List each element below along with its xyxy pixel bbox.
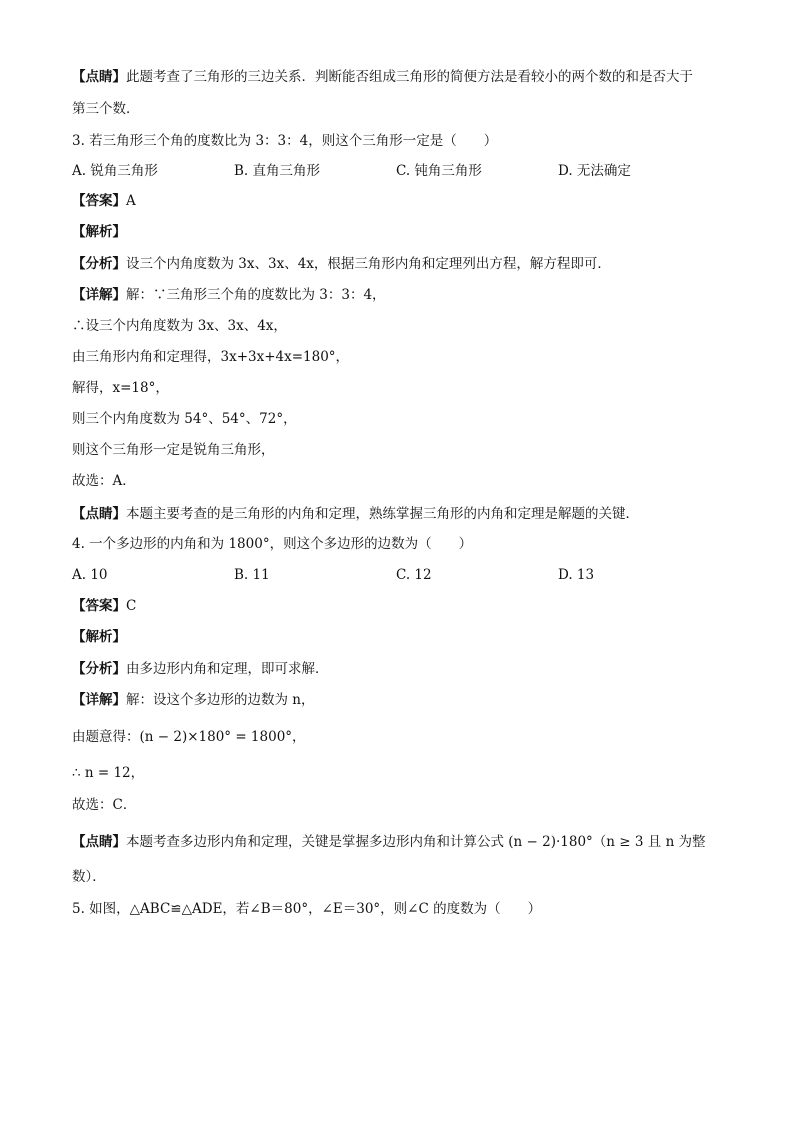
text-line: 【分析】设三个内角度数为 3x、3x、4x，根据三角形内角和定理列出方程，解方程即可． (72, 256, 611, 272)
question-5: 5. 如图，△ABC≌△ADE，若∠B＝80°，∠E＝30°，则∠C 的度数为（ ） (72, 901, 542, 917)
q3-option-b: B. 直角三角形 (234, 163, 321, 179)
question-3: 3. 若三角形三个角的度数比为 3：3：4，则这个三角形一定是（ ） (72, 133, 498, 149)
text-line: 故选：A． (72, 473, 136, 489)
text-line: 【详解】解：∵三角形三个角的度数比为 3：3：4， (72, 287, 386, 303)
text-line: 【点睛】此题考查了三角形的三边关系．判断能否组成三角形的简便方法是看较小的两个数的和是否大于 (72, 69, 693, 85)
text-line: 数）． (72, 869, 106, 885)
section-tag: 【解析】 (72, 224, 126, 240)
q3-option-c: C. 钝角三角形 (396, 163, 482, 179)
q4-option-c: C. 12 (396, 567, 432, 583)
text-line: 解得，x=18°， (72, 380, 169, 396)
text-line: 第三个数． (72, 101, 140, 117)
equation-line: 由题意得：(n − 2)×180° = 1800°， (72, 729, 306, 745)
text-line: ∴设三个内角度数为 3x、3x、4x， (72, 318, 287, 334)
text-line: 则三个内角度数为 54°、54°、72°， (72, 411, 297, 427)
answer-line: 【答案】A (72, 193, 136, 209)
text-line: 【分析】由多边形内角和定理，即可求解． (72, 661, 329, 677)
q4-option-d: D. 13 (558, 567, 595, 583)
section-tag: 【点睛】 (72, 69, 126, 85)
section-tag: 【答案】 (72, 598, 126, 614)
answer-line: 【答案】C (72, 598, 137, 614)
analysis-heading (72, 628, 126, 646)
q4-option-b: B. 11 (234, 567, 270, 583)
q4-option-a: A. 10 (72, 567, 108, 583)
section-tag: 【答案】 (72, 193, 126, 209)
text-line: 【点睛】本题主要考查的是三角形的内角和定理，熟练掌握三角形的内角和定理是解题的关键． (72, 506, 639, 522)
text-line: 【详解】解：设这个多边形的边数为 n， (72, 692, 315, 708)
section-tag: 【详解】 (72, 692, 126, 708)
q3-option-a: A. 锐角三角形 (72, 163, 158, 179)
section-tag: 【点睛】 (72, 834, 126, 850)
text-line: 故选：C． (72, 797, 137, 813)
section-tag: 【点睛】 (72, 506, 126, 522)
equation-line: ∴ n = 12， (72, 765, 145, 781)
section-tag: 【分析】 (72, 256, 126, 272)
analysis-heading (72, 223, 126, 241)
question-4: 4. 一个多边形的内角和为 1800°，则这个多边形的边数为（ ） (72, 536, 473, 552)
section-tag: 【详解】 (72, 287, 126, 303)
section-tag: 【解析】 (72, 629, 126, 645)
section-tag: 【分析】 (72, 661, 126, 677)
text-line: 【点睛】本题考查多边形内角和定理，关键是掌握多边形内角和计算公式 (n − 2)·180°（n ≥ 3 且 n 为整 (72, 834, 706, 850)
text-line: 由三角形内角和定理得，3x+3x+4x=180°， (72, 349, 350, 365)
text-line: 则这个三角形一定是锐角三角形， (72, 442, 275, 458)
q3-option-d: D. 无法确定 (558, 163, 631, 179)
